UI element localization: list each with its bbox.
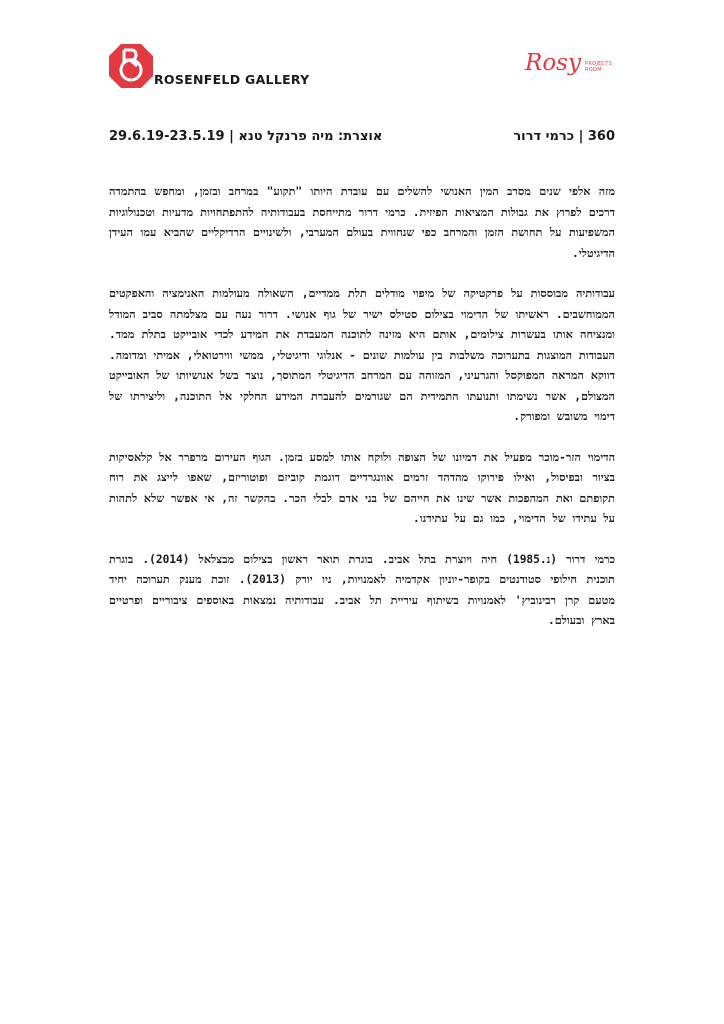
paragraph: עבודותיה מבוססות על פרקטיקה של מיפוי מודלים תלת ממדיים, השאולה מעולמות האנימציה והאפקטים הממוחשבים. ראשיתו של הדימוי בצילום סטילס ישיר של גוף אנושי. דרור נעה עם מצלמתה סביב המודל ומנציחה אותו בעשרות צילומים, אותם היא מזינה לתוכנה המעבדת את המידע לכדי אובייקט בתלת ממד. העבודות המוצגות בתערוכה משלבות בין עולמות שונים - אנלוגי ודיגיטלי, ממשי ווירטואלי, אמיתי ומדומה. דווקא המראה המפוקסל והגרעיני, המזוהה עם המרחב הדיגיטלי המתוסך, נוצר בשל אנושיותו של האובייקט המצולם, אשר נשימתו ותנועתו התמידית הם שגורמים להעברת המידע החלקי אל התוכנה, וליצירתו של דימוי משובש ומפורק. — [109, 287, 615, 423]
gallery-logo — [109, 44, 309, 90]
press-text — [109, 182, 615, 652]
exhibition-title: 360 | כרמי דרור — [513, 129, 615, 144]
rg-monogram-icon — [109, 44, 153, 88]
partner-logo-subtext — [585, 61, 612, 73]
paragraph: הדימוי הזר-מוכר מפעיל את דמיונו של הצופה ולוקח אותו למסע בזמן. הגוף העירום מרפרר אל קלאסיקות בציור ובפיסול, ואילו פירוקו מהדהד זרמים אוונגרדיים דוגמת קוביזם ופוטוריזם, שאפו לייצג את רוח תקופתם ואת המהפכות אשר שינו את חייהם של בני אדם לבלי הכר. בהקשר זה, אי אפשר שלא לתהות על עתידו של הדימוי, כמו גם על עתידנו. — [109, 450, 615, 525]
exhibition-header — [109, 129, 615, 149]
curator-and-dates: אוצרת: מיה פרנקל טנא | 29.6.19-23.5.19 — [109, 129, 383, 144]
paragraph: מזה אלפי שנים מסרב המין האנושי להשלים עם עובדת היותו "תקוע" במרחב ובזמן, ומחפש בהתמדה דרכים לפרוץ את גבולות המציאות הפיזית. כרמי דרור מתייחסת בעבודותיה להתפתחויות מדעיות וטכנולוגיות המשפיעות על תחושת הזמן והמרחב כפי שנחווית בעולם המערבי, ולשינויים הרדיקליים שהביא עמו העידן הדיגיטלי. — [109, 185, 615, 260]
partner-logo-subtext-line2: ROOM — [585, 67, 602, 73]
partner-logo-text: Rosy — [525, 50, 581, 76]
paragraph: כרמי דרור (נ.1985) חיה ויוצרת בתל אביב. בוגרת תואר ראשון בצילום מבצלאל (2014). בוגרת תוכנית חילופי סטודנטים בקופר-יוניון אקדמיה לאמנויות, ניו יורק (2013). זוכת מענק תערוכה יחיד מטעם קרן רבינוביץ' לאמנויות בשיתוף עיריית תל אביב. עבודותיה נמצאות באוספים ציבוריים ופרטיים בארץ ובעולם. — [109, 552, 615, 627]
partner-logo — [525, 52, 620, 86]
gallery-name: ROSENFELD GALLERY — [154, 72, 310, 87]
partner-logo-subtext-line1: PROJECTS — [585, 61, 613, 67]
